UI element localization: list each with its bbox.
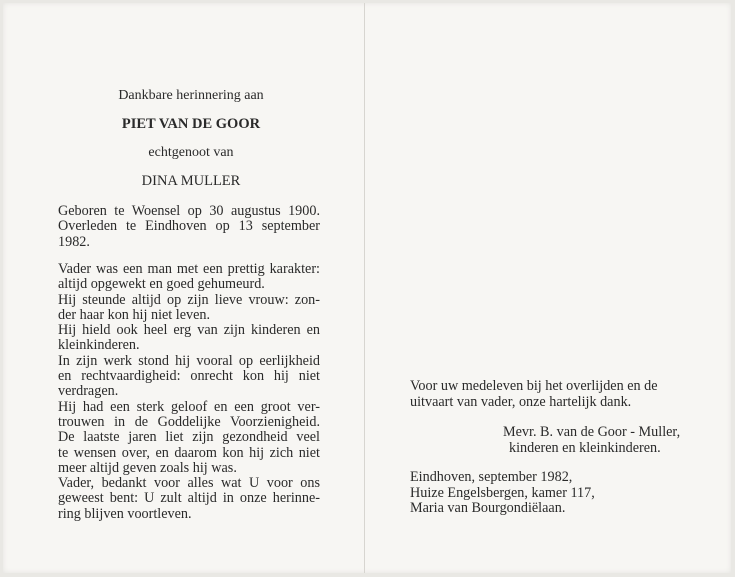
text-line: geweest bent: U zult altijd in onze herinne- <box>58 490 320 507</box>
text-line: Hij hield ook heel erg van zijn kinderen en <box>58 322 320 339</box>
card-fold-line <box>364 3 365 573</box>
address-block <box>410 470 595 517</box>
text-line: meer altijd geven zoals hij was. <box>58 459 237 476</box>
intro-line: Dankbare herinnering aan <box>118 88 264 103</box>
signature-line: kinderen en kleinkinderen. <box>509 439 661 456</box>
thanks-paragraph <box>410 379 658 410</box>
dates-paragraph <box>58 204 320 250</box>
thanks-line: Voor uw medeleven bij het overlijden en de <box>410 378 658 394</box>
text-line: ring blijven voortleven. <box>58 505 192 522</box>
dates-line: 1982. <box>58 233 90 250</box>
text-line: altijd opgewekt en goed gehumeurd. <box>58 276 265 293</box>
spouse-intro: echtgenoot van <box>148 145 234 160</box>
text-line: kleinkinderen. <box>58 337 140 354</box>
signature-line: Mevr. B. van de Goor - Muller, <box>503 424 681 440</box>
address-line: Eindhoven, september 1982, <box>410 469 573 485</box>
text-line: Hij steunde altijd op zijn lieve vrouw: zon- <box>58 291 320 308</box>
text-line: trouwen in de Goddelijke Voorzienigheid. <box>58 413 320 430</box>
spouse-name: DINA MULLER <box>141 173 241 189</box>
address-line: Maria van Bourgondiëlaan. <box>410 500 566 516</box>
text-line: Vader, bedankt voor alles wat U voor ons <box>58 475 320 492</box>
text-line: en rechtvaardigheid: onrecht kon hij niet <box>58 368 320 385</box>
text-line: De laatste jaren liet zijn gezondheid veel <box>58 429 320 446</box>
text-line: In zijn werk stond hij vooral op eerlijkheid <box>58 352 320 369</box>
deceased-name: PIET VAN DE GOOR <box>121 116 261 132</box>
text-line: Hij had een sterk geloof en een groot ver- <box>58 398 320 415</box>
address-line: Huize Engelsbergen, kamer 117, <box>410 484 595 501</box>
dates-line: Overleden te Eindhoven op 13 september <box>58 218 320 235</box>
thanks-line: uitvaart van vader, onze hartelijk dank. <box>410 393 632 410</box>
life-text-paragraph <box>58 262 320 522</box>
family-signature <box>503 425 680 456</box>
dates-line: Geboren te Woensel op 30 augustus 1900. <box>58 203 320 219</box>
text-line: der haar kon hij niet leven. <box>58 306 211 323</box>
text-line: Vader was een man met een prettig karakter: <box>58 261 320 277</box>
text-line: te wensen over, en daarom kon hij zich niet <box>58 444 320 461</box>
text-line: verdragen. <box>58 383 119 400</box>
